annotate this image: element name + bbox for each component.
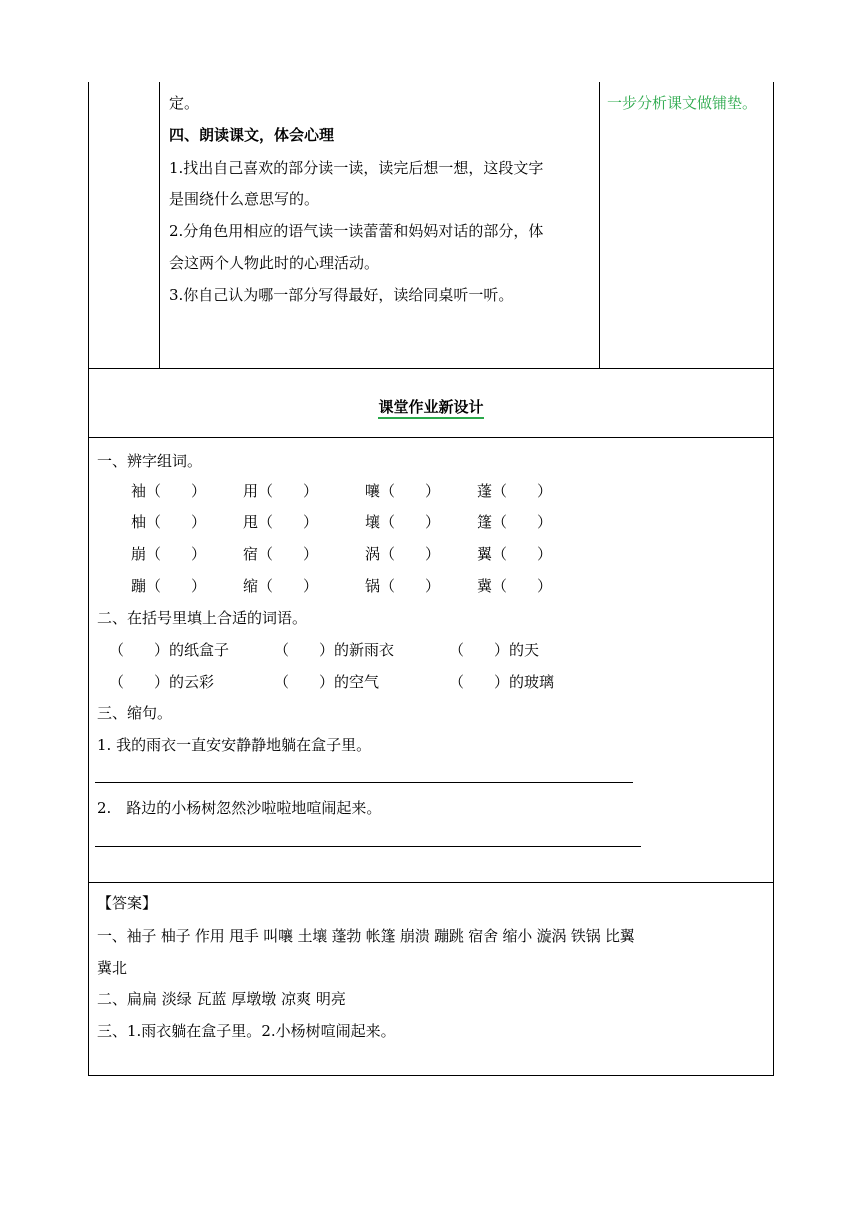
word-item: 蹦（ ） (131, 577, 207, 595)
word-item: 缩（ ） (243, 577, 319, 595)
lesson-table (88, 82, 774, 1076)
word-item: 崩（ ） (131, 545, 207, 563)
column-divider-left (159, 82, 160, 368)
answer-heading: 【答案】 (97, 894, 158, 912)
text-line: 会这两个人物此时的心理活动。 (169, 254, 380, 272)
answer-blank-line (95, 782, 633, 783)
word-item: 涡（ ） (365, 545, 441, 563)
phrase-item: （ ）的天 (449, 641, 540, 659)
text-line: 是围绕什么意思写的。 (169, 190, 320, 208)
phrase-item: （ ）的新雨衣 (274, 641, 395, 659)
answer-line: 冀北 (97, 959, 128, 977)
word-item: 甩（ ） (243, 513, 319, 531)
design-note: 一步分析课文做铺垫。 (607, 94, 758, 112)
question-heading: 三、缩句。 (97, 704, 173, 722)
word-item: 冀（ ） (477, 577, 553, 595)
section-heading: 四、朗读课文，体会心理 (169, 126, 335, 144)
homework-title-text: 课堂作业新设计 (378, 398, 483, 419)
answer-line: 三、1.雨衣躺在盒子里。2.小杨树喧闹起来。 (97, 1022, 396, 1040)
word-item: 篷（ ） (477, 513, 553, 531)
answer-line: 二、扁扁 淡绿 瓦蓝 厚墩墩 凉爽 明亮 (97, 990, 346, 1008)
homework-title (89, 398, 773, 416)
row-divider (89, 437, 773, 438)
sentence-item: 2. 路边的小杨树忽然沙啦啦地喧闹起来。 (97, 799, 382, 817)
answer-blank-line (95, 846, 641, 847)
phrase-item: （ ）的纸盒子 (109, 641, 230, 659)
word-item: 嚷（ ） (365, 482, 441, 500)
text-line: 定。 (169, 94, 200, 112)
word-item: 宿（ ） (243, 545, 319, 563)
question-heading: 一、辨字组词。 (97, 452, 203, 470)
phrase-item: （ ）的空气 (274, 673, 380, 691)
text-line: 2.分角色用相应的语气读一读蕾蕾和妈妈对话的部分，体 (169, 222, 544, 240)
question-heading: 二、在括号里填上合适的词语。 (97, 609, 308, 627)
word-item: 翼（ ） (477, 545, 553, 563)
phrase-item: （ ）的云彩 (109, 673, 215, 691)
text-line: 3.你自己认为哪一部分写得最好，读给同桌听一听。 (169, 286, 514, 304)
row-divider (89, 882, 773, 883)
phrase-item: （ ）的玻璃 (449, 673, 555, 691)
word-item: 壤（ ） (365, 513, 441, 531)
word-item: 袖（ ） (131, 482, 207, 500)
column-divider-right (599, 82, 600, 368)
word-item: 柚（ ） (131, 513, 207, 531)
answer-line: 一、袖子 柚子 作用 甩手 叫嚷 土壤 蓬勃 帐篷 崩溃 蹦跳 宿舍 缩小 漩涡 铁锅 比翼 (97, 927, 635, 945)
word-item: 锅（ ） (365, 577, 441, 595)
sentence-item: 1. 我的雨衣一直安安静静地躺在盒子里。 (97, 736, 372, 754)
word-item: 用（ ） (243, 482, 319, 500)
word-item: 蓬（ ） (477, 482, 553, 500)
text-line: 1.找出自己喜欢的部分读一读，读完后想一想，这段文字 (169, 159, 544, 177)
row-divider (89, 368, 773, 369)
